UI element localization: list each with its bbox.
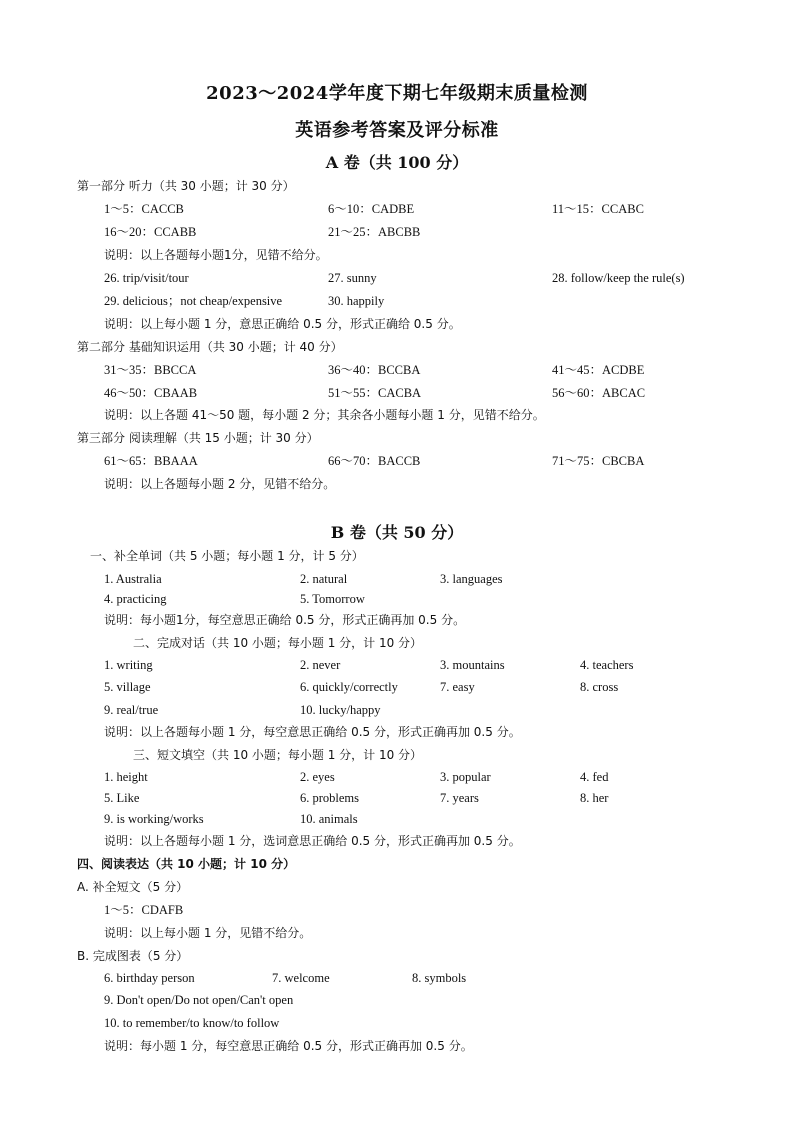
part-a-heading: A 卷（共 100 分） bbox=[325, 153, 469, 172]
a-sec1-ans: 27. sunny bbox=[328, 271, 377, 285]
b-sec1-heading: 一、补全单词（共 5 小题；每小题 1 分，计 5 分） bbox=[90, 549, 364, 563]
b-sec1-note: 说明：每小题1分，每空意思正确给 0.5 分，形式正确再加 0.5 分。 bbox=[104, 613, 466, 627]
a-sec1-note1: 说明：以上各题每小题1分，见错不给分。 bbox=[104, 248, 328, 262]
b-sec2-ans: 4. teachers bbox=[580, 658, 634, 672]
a-sec2-ans: 56～60：ABCAC bbox=[552, 386, 646, 400]
b-sec3-ans: 5. Like bbox=[104, 791, 140, 805]
b-sec4-sub-b-ans: 6. birthday person bbox=[104, 971, 195, 985]
b-sec4-sub-a: A. 补全短文（5 分） bbox=[77, 880, 189, 894]
b-sec3-ans: 3. popular bbox=[440, 770, 491, 784]
b-sec3-ans: 9. is working/works bbox=[104, 812, 204, 826]
b-sec4-sub-b-ans: 7. welcome bbox=[272, 971, 330, 985]
b-sec2-ans: 2. never bbox=[300, 658, 341, 672]
a-sec1-ans: 6～10：CADBE bbox=[328, 202, 415, 216]
b-sec3-ans: 1. height bbox=[104, 770, 148, 784]
b-sec4-sub-b-note: 说明：每小题 1 分，每空意思正确给 0.5 分，形式正确再加 0.5 分。 bbox=[104, 1039, 473, 1053]
a-sec2-ans: 31～35：BBCCA bbox=[104, 363, 197, 377]
b-sec4-sub-b: B. 完成图表（5 分） bbox=[77, 949, 189, 963]
a-sec3-ans: 66～70：BACCB bbox=[328, 454, 421, 468]
b-sec2-ans: 3. mountains bbox=[440, 658, 505, 672]
b-sec3-ans: 7. years bbox=[440, 791, 479, 805]
a-sec2-heading: 第二部分 基础知识运用（共 30 小题；计 40 分） bbox=[77, 340, 343, 354]
b-sec3-ans: 6. problems bbox=[300, 791, 360, 805]
b-sec1-ans: 1. Australia bbox=[104, 572, 162, 586]
a-sec1-note2: 说明：以上每小题 1 分，意思正确给 0.5 分，形式正确给 0.5 分。 bbox=[104, 317, 461, 331]
b-sec3-ans: 2. eyes bbox=[300, 770, 335, 784]
title-line-1: 2023～2024学年度下期七年级期末质量检测 bbox=[206, 83, 588, 104]
b-sec2-note: 说明：以上各题每小题 1 分，每空意思正确给 0.5 分，形式正确再加 0.5 分。 bbox=[104, 725, 521, 739]
a-sec1-ans: 21～25：ABCBB bbox=[328, 225, 421, 239]
a-sec1-ans: 16～20：CCABB bbox=[104, 225, 197, 239]
b-sec2-ans: 8. cross bbox=[580, 680, 619, 694]
a-sec1-ans: 1～5：CACCB bbox=[104, 202, 184, 216]
a-sec1-ans: 29. delicious；not cheap/expensive bbox=[104, 294, 283, 308]
b-sec3-heading: 三、短文填空（共 10 小题；每小题 1 分，计 10 分） bbox=[133, 748, 423, 762]
a-sec2-note: 说明：以上各题 41～50 题，每小题 2 分；其余各小题每小题 1 分，见错不给分。 bbox=[104, 408, 545, 422]
a-sec2-ans: 46～50：CBAAB bbox=[104, 386, 198, 400]
b-sec3-ans: 4. fed bbox=[580, 770, 609, 784]
b-sec2-ans: 6. quickly/correctly bbox=[300, 680, 398, 694]
b-sec3-ans: 8. her bbox=[580, 791, 609, 805]
a-sec3-note: 说明：以上各题每小题 2 分，见错不给分。 bbox=[104, 477, 336, 491]
title-line-2: 英语参考答案及评分标准 bbox=[295, 120, 499, 141]
a-sec1-heading: 第一部分 听力（共 30 小题；计 30 分） bbox=[77, 179, 295, 193]
b-sec2-ans: 9. real/true bbox=[104, 703, 159, 717]
b-sec1-ans: 4. practicing bbox=[104, 592, 167, 606]
a-sec1-ans: 30. happily bbox=[328, 294, 385, 308]
b-sec2-ans: 1. writing bbox=[104, 658, 153, 672]
a-sec1-ans: 28. follow/keep the rule(s) bbox=[552, 271, 685, 285]
b-sec1-ans: 5. Tomorrow bbox=[300, 592, 365, 606]
b-sec4-heading: 四、阅读表达（共 10 小题；计 10 分） bbox=[77, 857, 296, 871]
a-sec1-ans: 11～15：CCABC bbox=[552, 202, 644, 216]
a-sec3-ans: 71～75：CBCBA bbox=[552, 454, 645, 468]
b-sec3-ans: 10. animals bbox=[300, 812, 358, 826]
a-sec2-ans: 51～55：CACBA bbox=[328, 386, 422, 400]
b-sec4-sub-b-ans: 9. Don't open/Do not open/Can't open bbox=[104, 993, 294, 1007]
b-sec2-ans: 7. easy bbox=[440, 680, 475, 694]
part-b-heading: B 卷（共 50 分） bbox=[330, 523, 464, 542]
a-sec3-ans: 61～65：BBAAA bbox=[104, 454, 198, 468]
a-sec1-ans: 26. trip/visit/tour bbox=[104, 271, 189, 285]
a-sec2-ans: 36～40：BCCBA bbox=[328, 363, 421, 377]
b-sec3-note: 说明：以上各题每小题 1 分，选词意思正确给 0.5 分，形式正确再加 0.5 分。 bbox=[104, 834, 521, 848]
b-sec4-sub-a-ans: 1～5：CDAFB bbox=[104, 903, 184, 917]
b-sec2-ans: 10. lucky/happy bbox=[300, 703, 381, 717]
b-sec4-sub-b-ans: 10. to remember/to know/to follow bbox=[104, 1016, 280, 1030]
b-sec4-sub-a-note: 说明：以上每小题 1 分，见错不给分。 bbox=[104, 926, 312, 940]
a-sec2-ans: 41～45：ACDBE bbox=[552, 363, 645, 377]
a-sec3-heading: 第三部分 阅读理解（共 15 小题；计 30 分） bbox=[77, 431, 319, 445]
b-sec1-ans: 2. natural bbox=[300, 572, 348, 586]
b-sec1-ans: 3. languages bbox=[440, 572, 503, 586]
b-sec2-ans: 5. village bbox=[104, 680, 151, 694]
b-sec2-heading: 二、完成对话（共 10 小题；每小题 1 分，计 10 分） bbox=[133, 636, 423, 650]
b-sec4-sub-b-ans: 8. symbols bbox=[412, 971, 467, 985]
